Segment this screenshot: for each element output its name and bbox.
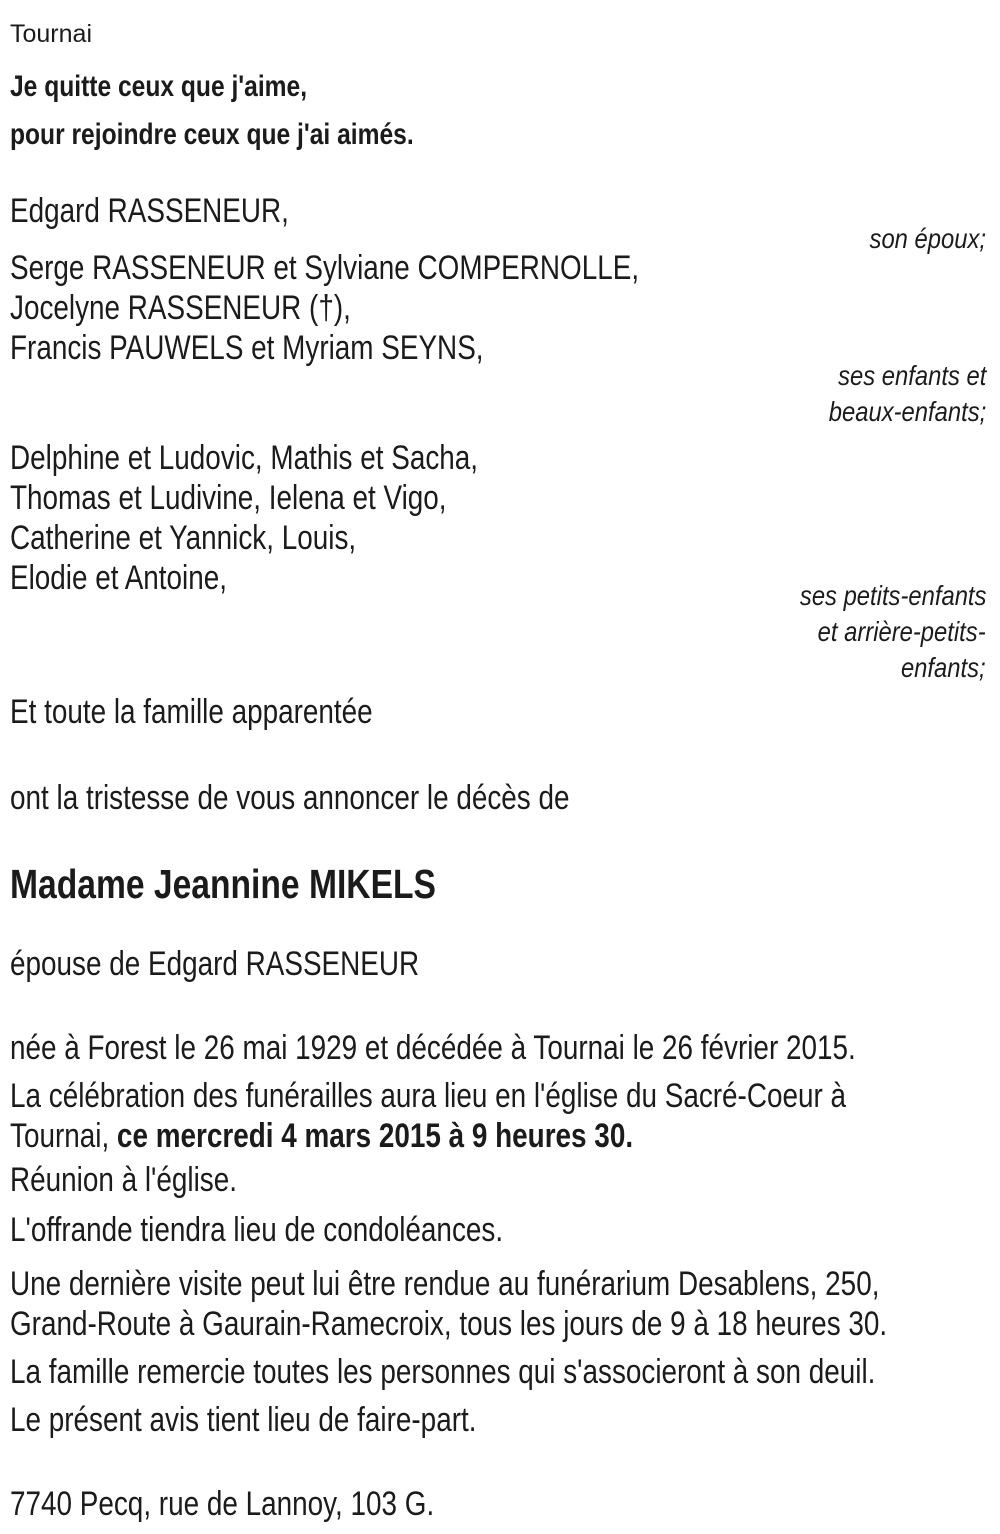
relation-text: beaux-enfants;: [828, 396, 986, 427]
life-dates-text: née à Forest le 26 mai 1929 et décédée à Tournai le 26 février 2015.: [10, 1029, 856, 1067]
epitaph-line: [10, 63, 986, 111]
mourner-group-family: [10, 692, 986, 732]
announcement-text: ont la tristesse de vous annoncer le décès de: [10, 779, 570, 817]
funeral-info: [10, 1076, 986, 1156]
mourner-name: Delphine et Ludovic, Mathis et Sacha,: [10, 439, 479, 477]
epitaph-line: [10, 111, 986, 159]
legal-notice-text: Le présent avis tient lieu de faire-part.: [10, 1401, 477, 1439]
relation-text: son époux;: [869, 223, 986, 254]
announcement: [10, 778, 986, 818]
meeting-line: [10, 1160, 986, 1200]
city-text: Tournai: [10, 20, 92, 48]
relation-line: [10, 650, 986, 686]
life-dates: [10, 1028, 986, 1068]
thanks-line: [10, 1352, 986, 1392]
deceased-name: [10, 858, 986, 910]
offering-line: [10, 1210, 986, 1250]
spouse-of-line: [10, 944, 986, 984]
mourner-name: Edgard RASSENEUR,: [10, 192, 289, 230]
relation-text: ses petits-enfants: [799, 580, 986, 611]
thanks-info: [10, 1352, 986, 1392]
legal-notice: [10, 1400, 986, 1440]
address-text: 7740 Pecq, rue de Lannoy, 103 G.: [10, 1485, 435, 1523]
mourner-name-line: [10, 478, 986, 518]
meeting-text: Réunion à l'église.: [10, 1161, 237, 1199]
funeral-line-1: [10, 1076, 986, 1116]
funeral-text-2-prefix: Tournai,: [10, 1117, 117, 1155]
mourner-name-line: [10, 288, 986, 328]
visitation-text-2: Grand-Route à Gaurain-Ramecroix, tous les jours de 9 à 18 heures 30.: [10, 1305, 888, 1343]
epitaph-text-2: pour rejoindre ceux que j'ai aimés.: [10, 118, 414, 151]
relation-line: [10, 614, 986, 650]
mourner-group-grandchildren: [10, 438, 986, 598]
offering-text: L'offrande tiendra lieu de condoléances.: [10, 1211, 504, 1249]
meeting-info: [10, 1160, 986, 1200]
funeral-line-2: [10, 1116, 986, 1156]
funeral-date-time: ce mercredi 4 mars 2015 à 9 heures 30.: [116, 1117, 634, 1155]
epitaph-text-1: Je quitte ceux que j'aime,: [10, 70, 308, 103]
deceased-name-text: Madame Jeannine MIKELS: [10, 861, 436, 907]
offering-info: [10, 1210, 986, 1250]
funeral-text-1: La célébration des funérailles aura lieu en l'église du Sacré-Coeur à: [10, 1077, 847, 1115]
city-line: [10, 16, 986, 52]
legal-notice-line: [10, 1400, 986, 1440]
mourner-name: Thomas et Ludivine, Ielena et Vigo,: [10, 479, 447, 517]
relation-text: enfants;: [901, 652, 986, 683]
life-dates-line: [10, 1028, 986, 1068]
mourner-name: Jocelyne RASSENEUR (†),: [10, 289, 351, 327]
deceased-name-line: [10, 858, 986, 910]
mourner-name: Serge RASSENEUR et Sylviane COMPERNOLLE,: [10, 249, 640, 287]
spouse-of-text: épouse de Edgard RASSENEUR: [10, 945, 420, 983]
visitation-line-2: [10, 1304, 986, 1344]
mourner-name-line: [10, 248, 986, 288]
relation-text: ses enfants et: [837, 360, 986, 391]
relation-text: et arrière-petits-: [818, 616, 986, 647]
relation-label-children: [10, 358, 986, 430]
mourner-name: Catherine et Yannick, Louis,: [10, 519, 357, 557]
mourner-name: Francis PAUWELS et Myriam SEYNS,: [10, 329, 484, 367]
mourner-name-line: [10, 438, 986, 478]
spouse-of: [10, 944, 986, 984]
mourner-name-line: [10, 518, 986, 558]
announcement-line: [10, 778, 986, 818]
thanks-text: La famille remercie toutes les personnes qui s'associeront à son deuil.: [10, 1353, 876, 1391]
mourner-name-line: [10, 692, 986, 732]
visitation-line-1: [10, 1264, 986, 1304]
relation-line: [10, 394, 986, 430]
mourner-group-children: [10, 248, 986, 368]
visitation-text-1: Une dernière visite peut lui être rendue au funérarium Desablens, 250,: [10, 1265, 880, 1303]
visitation-info: [10, 1264, 986, 1344]
address-footer: [10, 1484, 986, 1524]
address-line: [10, 1484, 986, 1524]
mourner-name: Et toute la famille apparentée: [10, 693, 373, 731]
mourner-name: Elodie et Antoine,: [10, 559, 228, 597]
epitaph: [10, 63, 986, 159]
